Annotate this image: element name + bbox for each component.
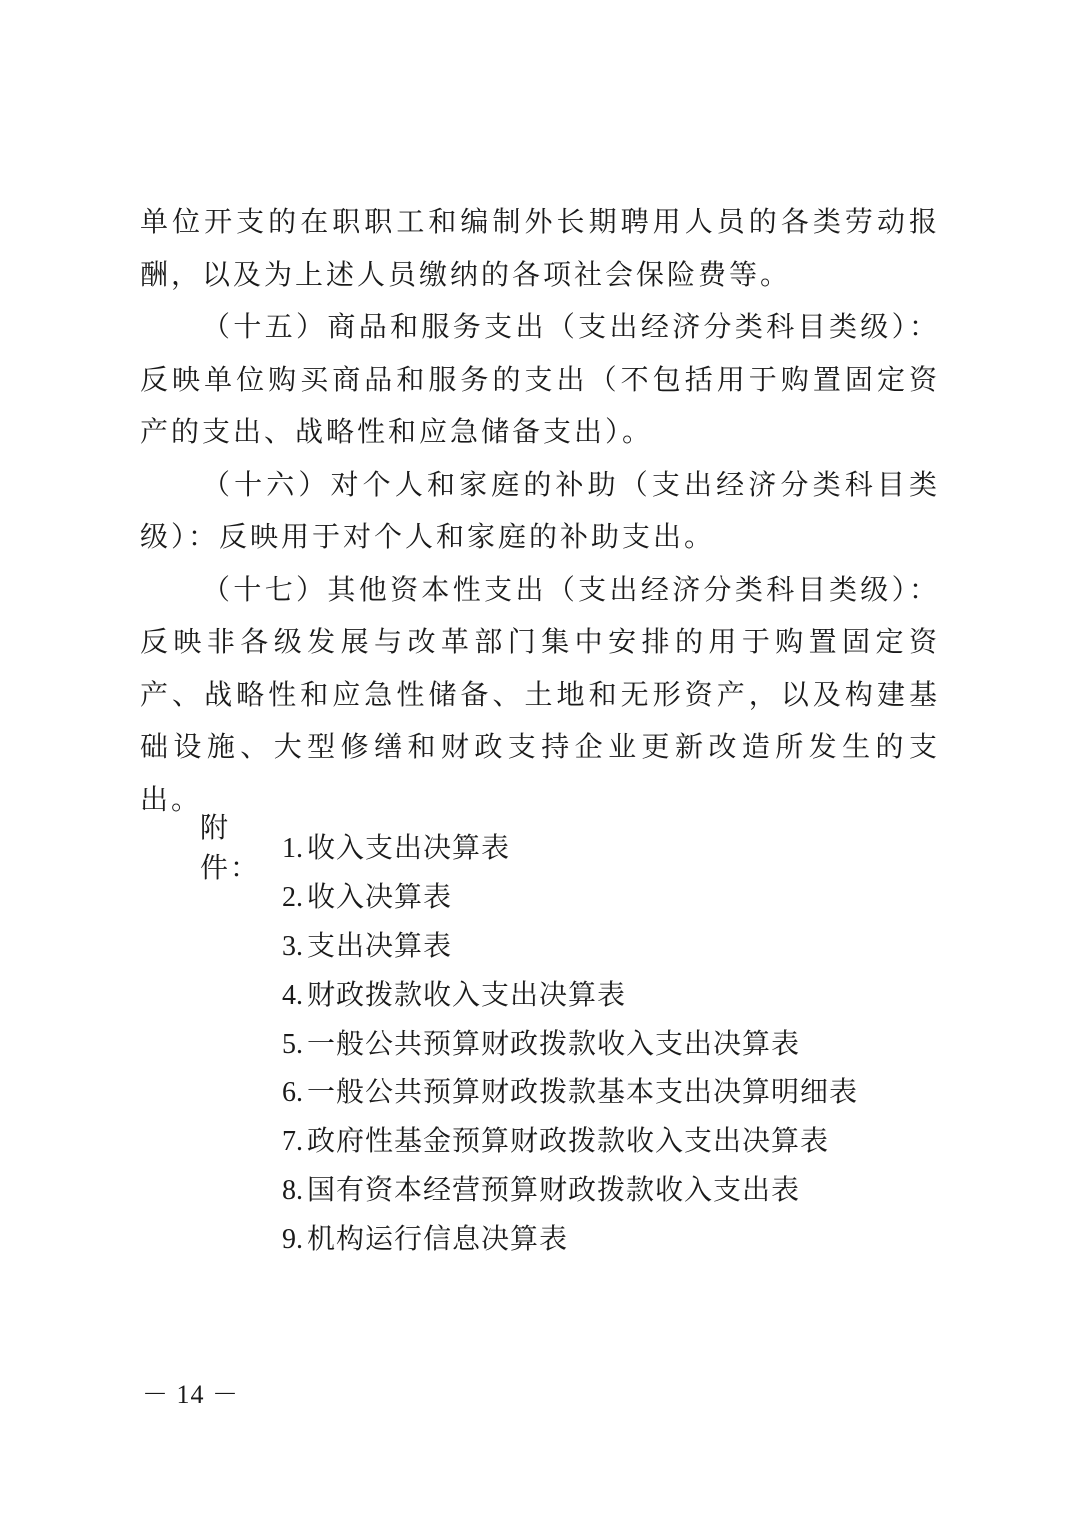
attachment-number: 7. [282,1126,303,1158]
attachment-title: 一般公共预算财政拨款收入支出决算表 [307,1026,801,1060]
attachment-number: 2. [282,882,303,914]
attachment-number: 6. [282,1077,303,1109]
attachments-list [200,811,960,1261]
paragraph-household-subsidy: （十六）对个人和家庭的补助（支出经济分类科目类级）：反映用于对个人和家庭的补助支出。 [140,467,940,553]
attachment-title: 支出决算表 [307,928,453,962]
attachment-row [200,871,960,920]
attachment-item [282,1168,800,1208]
attachment-number: 5. [282,1028,303,1060]
attachment-number: 1. [282,833,303,865]
attachment-item [282,1070,858,1110]
attachment-title: 政府性基金预算财政拨款收入支出决算表 [307,1124,830,1158]
paragraph-capital-expenditure: （十七）其他资本性支出（支出经济分类科目类级）：反映非各级发展与改革部门集中安排的用于购置固定资产、战略性和应急性储备、土地和无形资产，以及构建基础设施、大型修缮和财政支持企业更新改造所发生的支出。 [140,572,940,816]
attachment-row [200,1017,960,1066]
attachment-row [200,1115,960,1164]
attachment-row [200,1164,960,1213]
attachment-title: 财政拨款收入支出决算表 [307,977,627,1011]
attachment-title: 国有资本经营预算财政拨款收入支出表 [307,1172,801,1206]
attachments-label: 附件： [200,811,261,885]
attachment-item [282,1119,829,1159]
attachment-number: 8. [282,1174,303,1206]
attachment-row [200,920,960,969]
attachment-number: 4. [282,979,303,1011]
paragraph-goods-services: （十五）商品和服务支出（支出经济分类科目类级）：反映单位购买商品和服务的支出（不包括用于购置固定资产的支出、战略性和应急储备支出）。 [140,310,940,448]
paragraph-continuation: 单位开支的在职职工和编制外长期聘用人员的各类劳动报酬，以及为上述人员缴纳的各项社会保险费等。 [140,205,940,291]
attachment-row [200,811,960,885]
attachment-item [282,1022,800,1062]
attachment-title: 收入决算表 [307,880,453,914]
attachment-row [200,1212,960,1261]
attachment-number: 9. [282,1223,303,1255]
attachment-number: 3. [282,930,303,962]
attachment-row [200,968,960,1017]
attachment-title: 机构运行信息决算表 [307,1221,569,1255]
page-number: － 14 － [142,1380,240,1409]
attachment-item [282,924,452,964]
body-text [140,196,940,826]
attachment-row [200,1066,960,1115]
attachment-title: 一般公共预算财政拨款基本支出决算明细表 [307,1075,859,1109]
attachment-title: 收入支出决算表 [307,831,511,865]
attachment-item [282,875,452,915]
attachment-item [282,826,510,866]
attachment-item [282,1217,568,1257]
attachment-item [282,973,626,1013]
